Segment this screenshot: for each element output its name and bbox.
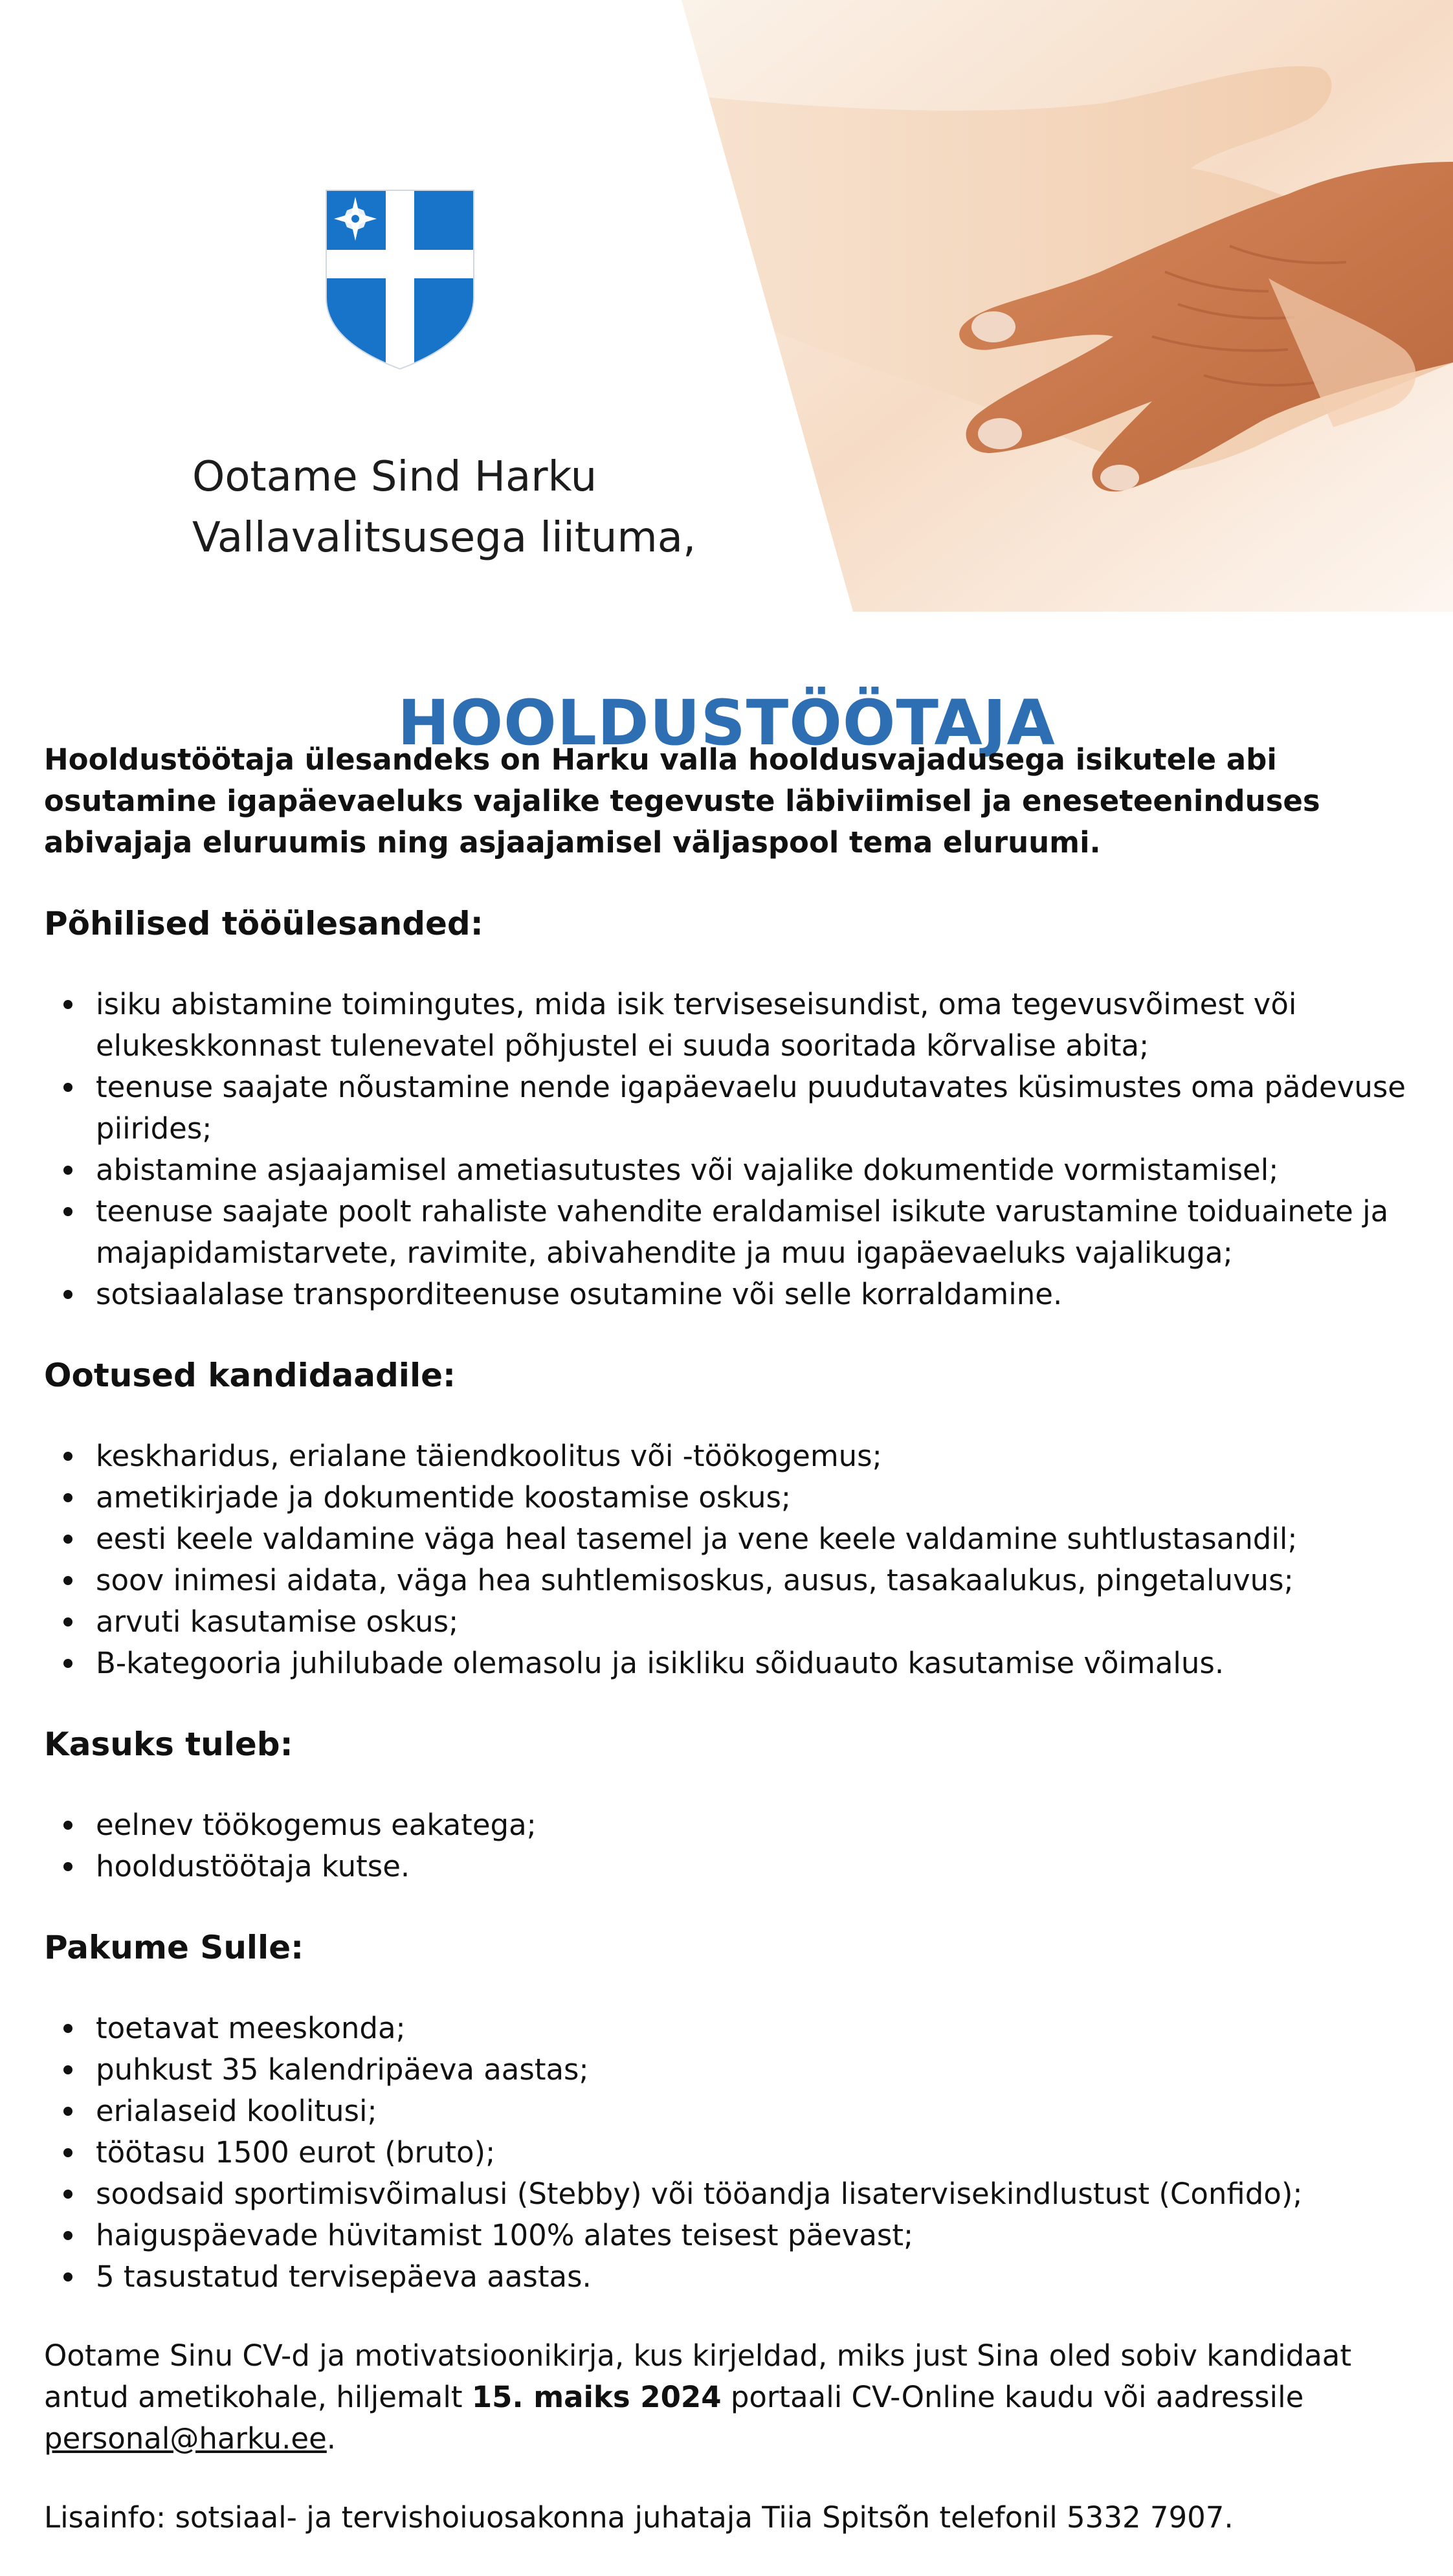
- list-item-text: töötasu 1500 eurot (bruto);: [96, 2135, 496, 2170]
- lead-paragraph: Hooldustöötaja ülesandeks on Harku valla hooldusvajadusega isikutele abi osutamine igapäevaeluks vajalike tegevuste läbiviimisel ja eneseteeninduses abivajaja eluruumis ning asjaajamisel väljaspool tema eluruumi.: [44, 742, 1320, 860]
- bullet-icon: [63, 1862, 72, 1871]
- bullet-icon: [63, 1493, 72, 1502]
- bullet-icon: [63, 1207, 72, 1216]
- list-item: [44, 984, 1416, 1067]
- header: [0, 0, 1453, 612]
- application-deadline: 15. maiks 2024: [471, 2380, 722, 2414]
- list-item-text: sotsiaalalase transporditeenuse osutamine või selle korraldamine.: [96, 1277, 1063, 1311]
- bullet-icon: [63, 1290, 72, 1299]
- tasks-list: [44, 984, 1416, 1315]
- application-text-3: .: [326, 2421, 337, 2456]
- bullet-icon: [63, 2148, 72, 2157]
- list-item: [44, 2256, 1416, 2298]
- bullet-icon: [63, 1617, 72, 1627]
- list-item-text: teenuse saajate poolt rahaliste vahendite eraldamisel isikute varustamine toiduainete ja majapidamistarvete, ravimite, abivahendite ja muu igapäevaeluks vajalikuga;: [96, 1194, 1389, 1270]
- bullet-icon: [63, 2190, 72, 2199]
- offer-list: [44, 2008, 1416, 2298]
- list-item: [44, 1643, 1416, 1684]
- list-item-text: eesti keele valdamine väga heal tasemel ja vene keele valdamine suhtlustasandil;: [96, 1522, 1298, 1556]
- list-item-text: 5 tasustatud tervisepäeva aastas.: [96, 2260, 592, 2294]
- more-info: Lisainfo: sotsiaal- ja tervishoiuosakonna juhataja Tiia Spitsõn telefonil 5332 7907.: [44, 2500, 1234, 2535]
- list-item-text: toetavat meeskonda;: [96, 2011, 406, 2045]
- list-item-text: ametikirjade ja dokumentide koostamise oskus;: [96, 1480, 792, 1515]
- list-item-text: arvuti kasutamise oskus;: [96, 1604, 459, 1639]
- list-item: [44, 1804, 1416, 1846]
- section-heading-offer: Pakume Sulle:: [44, 1929, 304, 1966]
- section-heading-expectations: Ootused kandidaadile:: [44, 1357, 456, 1394]
- list-item-text: puhkust 35 kalendripäeva aastas;: [96, 2052, 589, 2087]
- bullet-icon: [63, 1166, 72, 1175]
- bullet-icon: [63, 1659, 72, 1668]
- list-item-text: B-kategooria juhilubade olemasolu ja isikliku sõiduauto kasutamise võimalus.: [96, 1646, 1225, 1680]
- bullet-icon: [63, 1452, 72, 1461]
- bullet-icon: [63, 1535, 72, 1544]
- list-item: [44, 1560, 1416, 1601]
- bullet-icon: [63, 2272, 72, 2282]
- harku-coat-of-arms: [325, 189, 475, 370]
- list-item: [44, 1067, 1416, 1149]
- list-item-text: teenuse saajate nõustamine nende igapäevaelu puudutavates küsimustes oma pädevuse piirides;: [96, 1070, 1406, 1146]
- list-item-text: soodsaid sportimisvõimalusi (Stebby) või tööandja lisatervisekindlustust (Confido);: [96, 2177, 1303, 2211]
- bullet-icon: [63, 2024, 72, 2033]
- list-item-text: eelnev töökogemus eakatega;: [96, 1808, 537, 1842]
- bullet-icon: [63, 2231, 72, 2240]
- expectations-list: [44, 1436, 1416, 1684]
- bullet-icon: [63, 2107, 72, 2116]
- bullet-icon: [63, 1821, 72, 1830]
- intro-text: [192, 447, 775, 568]
- list-item-text: haiguspäevade hüvitamist 100% alates teisest päevast;: [96, 2218, 914, 2252]
- application-text-1: Ootame Sinu CV-d ja motivatsioonikirja, kus kirjeldad, miks just Sina oled sobiv kandidaat antud ametikohale, hiljemalt: [44, 2338, 1352, 2414]
- list-item: [44, 1601, 1416, 1643]
- list-item: [44, 2173, 1416, 2215]
- list-item: [44, 2215, 1416, 2256]
- list-item: [44, 1846, 1416, 1887]
- application-text-2: portaali CV-Online kaudu või aadressile: [721, 2380, 1304, 2414]
- list-item: [44, 1149, 1416, 1191]
- section-heading-tasks: Põhilised tööülesanded:: [44, 905, 483, 942]
- list-item: [44, 2049, 1416, 2091]
- list-item: [44, 2008, 1416, 2049]
- list-item: [44, 1274, 1416, 1315]
- intro-line-2: Vallavalitsusega liituma,: [192, 514, 696, 562]
- list-item: [44, 2091, 1416, 2132]
- bullet-icon: [63, 2065, 72, 2074]
- bullet-icon: [63, 1083, 72, 1092]
- job-description: [44, 739, 1416, 2576]
- list-item: [44, 2132, 1416, 2173]
- list-item: [44, 1191, 1416, 1274]
- list-item-text: hooldustöötaja kutse.: [96, 1849, 410, 1883]
- bullet-icon: [63, 1000, 72, 1009]
- list-item-text: keskharidus, erialane täiendkoolitus või -töökogemus;: [96, 1439, 882, 1473]
- list-item-text: soov inimesi aidata, väga hea suhtlemisoskus, ausus, tasakaalukus, pingetaluvus;: [96, 1563, 1294, 1597]
- application-paragraph: [44, 2335, 1416, 2459]
- list-item: [44, 1436, 1416, 1477]
- list-item: [44, 1477, 1416, 1518]
- list-item-text: abistamine asjaajamisel ametiasutustes või vajalike dokumentide vormistamisel;: [96, 1153, 1279, 1187]
- list-item-text: erialaseid koolitusi;: [96, 2094, 377, 2128]
- list-item: [44, 1518, 1416, 1560]
- email-link[interactable]: personal@harku.ee: [44, 2421, 327, 2456]
- job-title: HOOLDUSTÖÖTAJA: [397, 687, 1056, 760]
- advantages-list: [44, 1804, 1416, 1887]
- section-heading-advantages: Kasuks tuleb:: [44, 1726, 293, 1763]
- list-item-text: isiku abistamine toimingutes, mida isik terviseseisundist, oma tegevusvõimest või elukeskkonnast tulenevatel põhjustel ei suuda sooritada kõrvalise abita;: [96, 987, 1297, 1063]
- bullet-icon: [63, 1576, 72, 1585]
- intro-line-1: Ootame Sind Harku: [192, 453, 597, 501]
